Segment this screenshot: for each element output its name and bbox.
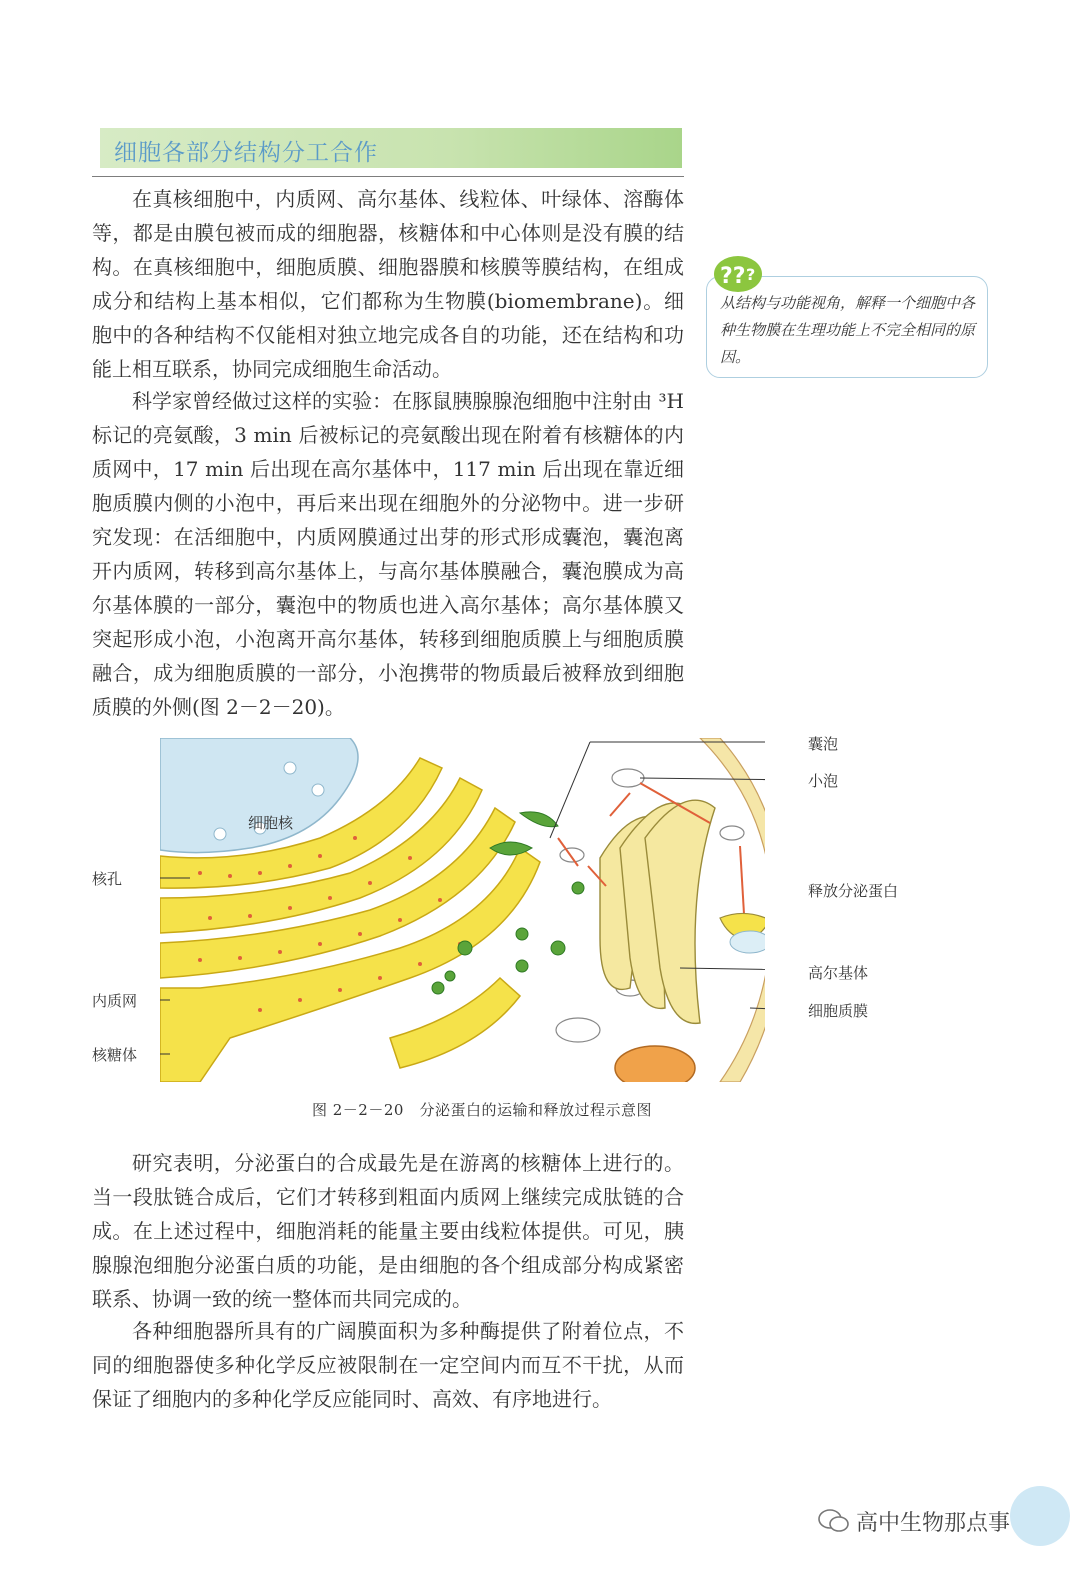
paragraph-2: 科学家曾经做过这样的实验：在豚鼠胰腺腺泡细胞中注射由 ³H 标记的亮氨酸，3 min 后被标记的亮氨酸出现在附着有核糖体的内质网中，17 min 后出现在高尔基体中，117 min 后出现在靠近细胞质膜内侧的小泡中，再后来出现在细胞外的分泌物中。进一步研究发现：在活细胞中，内质网膜通过出芽的形式形成囊泡，囊泡离开内质网，转移到高尔基体上，与高尔基体膜融合，囊泡膜成为高尔基体膜的一部分，囊泡中的物质也进入高尔基体；高尔基体膜又突起形成小泡，小泡离开高尔基体，转移到细胞质膜上与细胞质膜融合，成为细胞质膜的一部分，小泡携带的物质最后被释放到细胞质膜的外侧(图 2－2－20)。 [92,389,684,719]
label-er: 内质网 [92,992,138,1010]
label-vesicle-large: 囊泡 [808,735,839,753]
page-corner-badge [1010,1486,1070,1546]
label-release: 释放分泌蛋白 [808,882,899,900]
label-ribosome: 核糖体 [92,1046,138,1064]
watermark-text: 高中生物那点事 [856,1511,1011,1536]
label-vesicle-small: 小泡 [808,772,839,790]
header-rule [92,176,684,177]
label-golgi: 高尔基体 [808,964,869,982]
label-nucleus: 细胞核 [248,814,294,832]
figure-caption: 图 2－2－20 分泌蛋白的运输和释放过程示意图 [312,1101,652,1119]
callout-text: 从结构与功能视角，解释一个细胞中各种生物膜在生理功能上不完全相同的原因。 [720,294,976,366]
section-title: 细胞各部分结构分工合作 [114,140,378,166]
secretory-protein-diagram [160,738,765,1082]
label-membrane: 细胞质膜 [808,1002,869,1020]
svg-text:??: ?? [720,264,746,289]
paragraph-4: 各种细胞器所具有的广阔膜面积为多种酶提供了附着位点，不同的细胞器使多种化学反应被限制在一定空间内而互不干扰，从而保证了细胞内的多种化学反应能同时、高效、有序地进行。 [92,1319,684,1411]
wechat-icon [818,1508,850,1534]
paragraph-1: 在真核细胞中，内质网、高尔基体、线粒体、叶绿体、溶酶体等，都是由膜包被而成的细胞器，核糖体和中心体则是没有膜的结构。在真核细胞中，细胞质膜、细胞器膜和核膜等膜结构，在组成成分和结构上基本相似，它们都称为生物膜(biomembrane)。细胞中的各种结构不仅能相对独立地完成各自的功能，还在结构和功能上相互联系，协同完成细胞生命活动。 [92,187,684,381]
label-nuclear-pore: 核孔 [92,870,123,888]
svg-text:?: ? [746,265,756,284]
paragraph-3: 研究表明，分泌蛋白的合成最先是在游离的核糖体上进行的。当一段肽链合成后，它们才转移到粗面内质网上继续完成肽链的合成。在上述过程中，细胞消耗的能量主要由线粒体提供。可见，胰腺腺泡细胞分泌蛋白质的功能，是由细胞的各个组成部分构成紧密联系、协调一致的统一整体而共同完成的。 [92,1151,684,1311]
